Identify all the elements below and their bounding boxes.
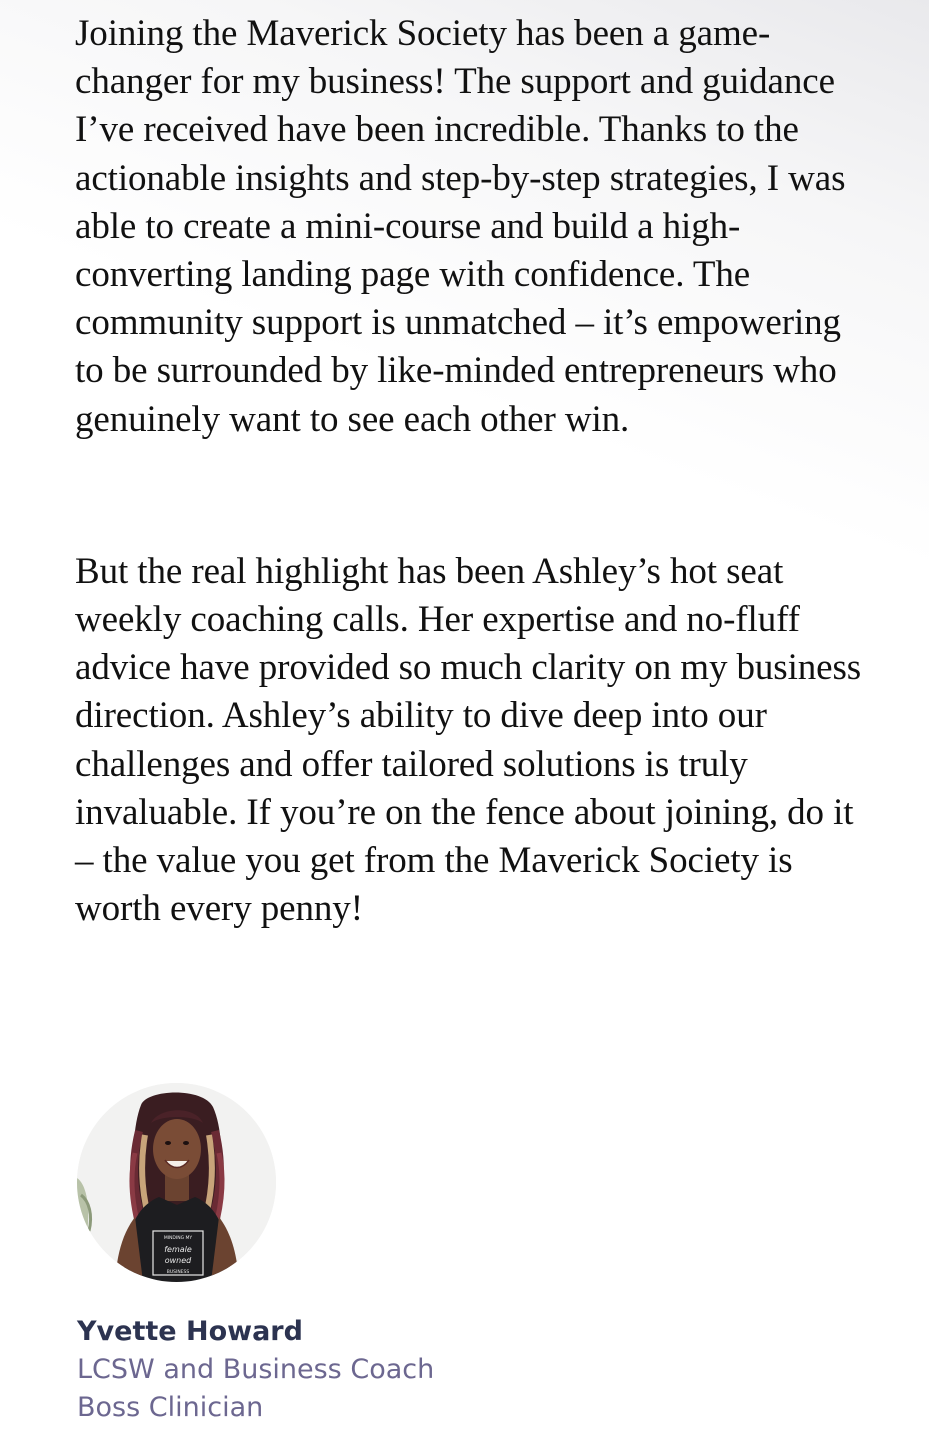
testimonial-paragraph: But the real highlight has been Ashley’s hot seat weekly coaching calls. Her expertise and no-fluff advice have provided so much clarity on my business direction. Ashley’s ability to dive deep into our challenges and offer tailored solutions is truly invaluable. If you’re on the fence about joining, do it – the value you get from the Maverick Society is worth every penny! — [75, 550, 862, 930]
testimonial-text — [75, 10, 875, 933]
shirt-print-text: MINDING MY — [163, 1236, 193, 1241]
shirt-print-text: owned — [164, 1256, 192, 1265]
avatar-photo — [77, 1083, 276, 1282]
shirt-print-text: BUSINESS — [166, 1270, 190, 1275]
avatar — [77, 1083, 276, 1282]
author-block — [77, 1313, 434, 1427]
author-title: LCSW and Business Coach — [77, 1354, 435, 1385]
author-name: Yvette Howard — [77, 1316, 303, 1347]
shirt-print-text: female — [164, 1245, 192, 1254]
author-company: Boss Clinician — [77, 1392, 264, 1423]
testimonial-paragraph: Joining the Maverick Society has been a game-changer for my business! The support and guidance I’ve received have been incredible. Thanks to the actionable insights and step-by-step strategies, I was able to create a mini-course and build a high-converting landing page with confidence. The community support is unmatched – it’s empowering to be surrounded by like-minded entrepreneurs who genuinely want to see each other win. — [75, 13, 846, 440]
